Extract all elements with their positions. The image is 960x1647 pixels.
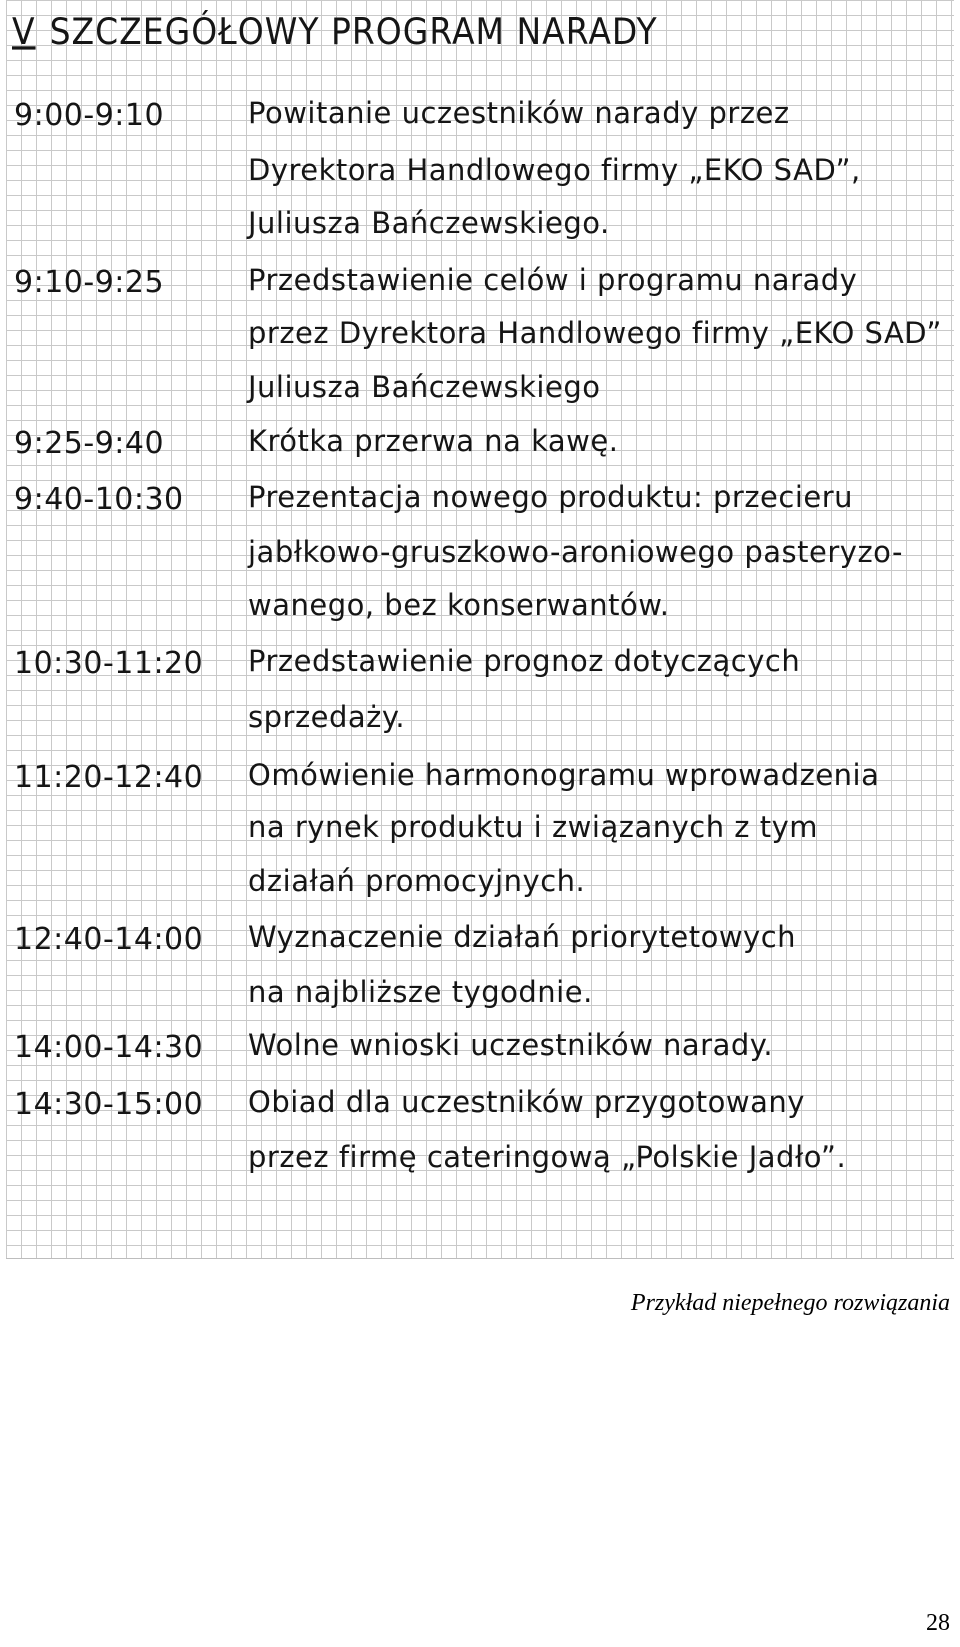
page-number: 28 bbox=[926, 1610, 950, 1636]
schedule-line: Krótka przerwa na kawę. bbox=[248, 424, 619, 458]
schedule-line: na rynek produktu i związanych z tym bbox=[248, 810, 819, 844]
schedule-line: Omówienie harmonogramu wprowadzenia bbox=[248, 758, 880, 792]
schedule-line: Juliusza Bańczewskiego. bbox=[248, 206, 610, 240]
schedule-time: 12:40-14:00 bbox=[14, 922, 204, 957]
schedule-time: 14:30-15:00 bbox=[14, 1087, 204, 1122]
schedule-line: Wolne wnioski uczestników narady. bbox=[248, 1028, 774, 1062]
handwritten-heading bbox=[12, 10, 658, 53]
schedule-line: Przedstawienie prognoz dotyczących bbox=[248, 644, 801, 678]
figure-caption: Przykład niepełnego rozwiązania bbox=[630, 1290, 950, 1316]
schedule-line: Obiad dla uczestników przygotowany bbox=[248, 1085, 805, 1119]
schedule-time: 9:25-9:40 bbox=[14, 426, 165, 461]
schedule-line: wanego, bez konserwantów. bbox=[248, 588, 670, 622]
schedule-time: 14:00-14:30 bbox=[14, 1030, 204, 1065]
schedule-line: Dyrektora Handlowego firmy „EKO SAD”, bbox=[248, 153, 861, 187]
schedule-line: Przedstawienie celów i programu narady bbox=[248, 263, 858, 297]
section-title: SZCZEGÓŁOWY PROGRAM NARADY bbox=[49, 10, 658, 53]
schedule-time: 9:40-10:30 bbox=[14, 482, 184, 517]
schedule-time: 11:20-12:40 bbox=[14, 760, 204, 795]
schedule-line: na najbliższe tygodnie. bbox=[248, 975, 593, 1009]
schedule-line: działań promocyjnych. bbox=[248, 864, 586, 898]
schedule-line: sprzedaży. bbox=[248, 700, 406, 734]
schedule-line: Powitanie uczestników narady przez bbox=[248, 96, 790, 130]
schedule-time: 9:10-9:25 bbox=[14, 265, 165, 300]
schedule-line: Wyznaczenie działań priorytetowych bbox=[248, 920, 797, 954]
schedule-line: Prezentacja nowego produktu: przecieru bbox=[248, 480, 854, 514]
schedule-line: przez firmę cateringową „Polskie Jadło”. bbox=[248, 1140, 847, 1174]
schedule-line: jabłkowo-gruszkowo-aroniowego pasteryzo- bbox=[248, 535, 903, 569]
schedule-time: 9:00-9:10 bbox=[14, 98, 165, 133]
section-roman-numeral: V bbox=[12, 10, 36, 53]
schedule-time: 10:30-11:20 bbox=[14, 646, 204, 681]
schedule-line: przez Dyrektora Handlowego firmy „EKO SAD” bbox=[248, 316, 942, 350]
schedule-line: Juliusza Bańczewskiego bbox=[248, 370, 601, 404]
handwritten-grid-sheet bbox=[6, 0, 954, 1259]
